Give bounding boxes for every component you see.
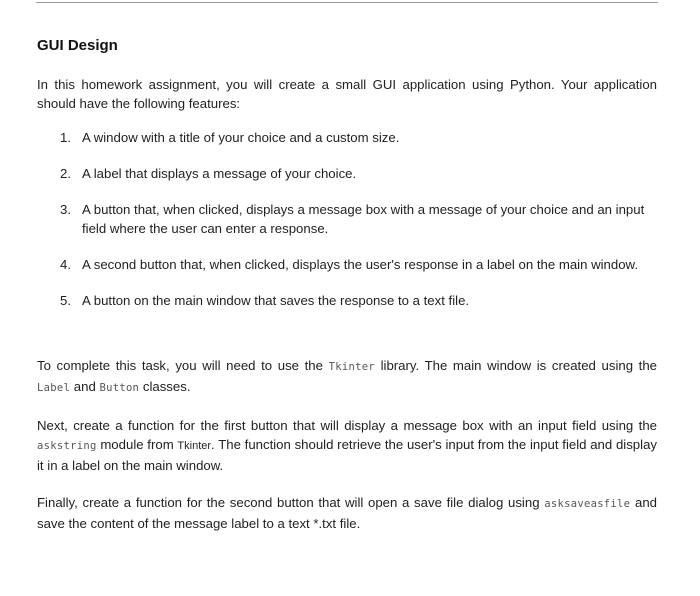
feature-text: A window with a title of your choice and a custom size. bbox=[82, 130, 400, 145]
code-tkinter: Tkinter bbox=[328, 361, 375, 373]
feature-list bbox=[37, 128, 657, 310]
code-label: Label bbox=[37, 382, 71, 394]
code-button: Button bbox=[99, 382, 140, 394]
code-askstring: askstring bbox=[37, 440, 97, 452]
feature-number: 1. bbox=[60, 130, 71, 145]
feature-item-5 bbox=[37, 291, 657, 310]
feature-number: 3. bbox=[60, 202, 71, 217]
code-asksaveasfile: asksaveasfile bbox=[544, 498, 631, 510]
section-heading: GUI Design bbox=[37, 37, 118, 54]
text-run: library. The main window is created using the bbox=[374, 358, 658, 373]
feature-number: 2. bbox=[60, 166, 71, 181]
tkinter-name: Tkinter bbox=[177, 440, 212, 452]
text-run: and bbox=[70, 379, 100, 394]
text-run: Next, create a function for the first button that will display a message box with an input field using the bbox=[37, 418, 657, 433]
feature-text: A label that displays a message of your choice. bbox=[82, 166, 357, 181]
feature-number: 5. bbox=[60, 293, 71, 308]
text-run: classes. bbox=[139, 379, 191, 394]
text-run: Finally, create a function for the second button that will open a save file dialog using bbox=[37, 495, 545, 510]
feature-item-3 bbox=[37, 200, 657, 238]
askstring-paragraph bbox=[37, 416, 657, 475]
feature-number: 4. bbox=[60, 257, 71, 272]
save-paragraph bbox=[37, 493, 657, 533]
feature-item-2 bbox=[37, 164, 657, 183]
text-run: and save the content of the message label to a text *.txt file. bbox=[37, 495, 657, 531]
feature-item-1 bbox=[37, 128, 657, 147]
feature-text: A button on the main window that saves the response to a text file. bbox=[82, 293, 470, 308]
text-run: To complete this task, you will need to use the bbox=[37, 358, 329, 373]
document-body bbox=[37, 36, 657, 551]
feature-text: A button that, when clicked, displays a message box with a message of your choice and an input field where the user can enter a response. bbox=[82, 202, 645, 236]
intro-paragraph: In this homework assignment, you will create a small GUI application using Python. Your application should have the following features: bbox=[37, 77, 657, 111]
text-run: module from bbox=[96, 437, 178, 452]
feature-item-4 bbox=[37, 255, 657, 274]
top-divider bbox=[36, 2, 658, 3]
tkinter-paragraph bbox=[37, 356, 657, 398]
feature-text: A second button that, when clicked, displays the user's response in a label on the main window. bbox=[82, 257, 638, 272]
text-run: . The function should retrieve the user's input from the input field and display it in a label on the main window. bbox=[37, 437, 657, 473]
